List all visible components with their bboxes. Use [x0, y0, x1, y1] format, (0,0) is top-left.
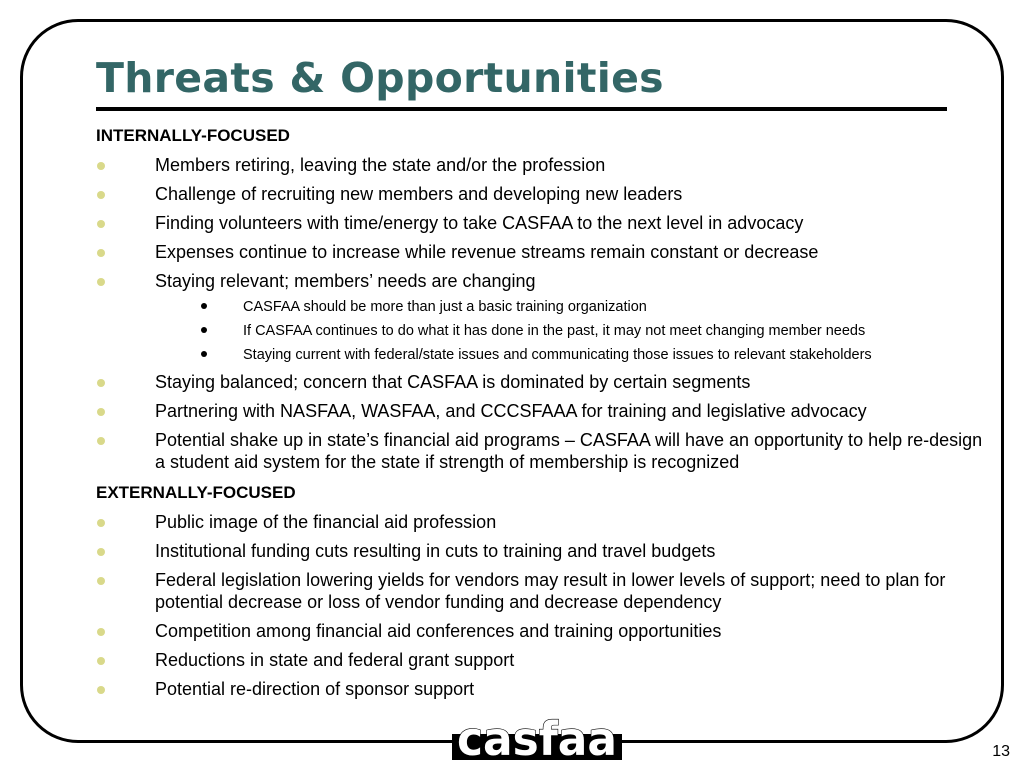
list-item-text: Challenge of recruiting new members and developing new leaders — [155, 184, 683, 204]
bullet-icon — [97, 220, 105, 228]
bullet-icon — [97, 191, 105, 199]
bullet-icon — [97, 379, 105, 387]
list-item-text: Competition among financial aid conferences and training opportunities — [155, 621, 722, 641]
external-list — [96, 511, 996, 700]
list-item — [96, 371, 996, 393]
list-item — [96, 154, 996, 176]
bullet-icon — [97, 519, 105, 527]
sub-list-item-text: CASFAA should be more than just a basic training organization — [243, 299, 647, 315]
logo-text: casfaa — [457, 712, 617, 760]
list-item — [96, 649, 996, 671]
page-number: 13 — [992, 743, 1010, 760]
internal-list — [96, 154, 996, 473]
bullet-icon — [97, 437, 105, 445]
sub-bullet-icon — [201, 303, 207, 309]
list-item — [96, 400, 996, 422]
list-item — [96, 620, 996, 642]
list-item — [96, 241, 996, 263]
sub-list-item-text: If CASFAA continues to do what it has done in the past, it may not meet changing member needs — [243, 323, 866, 339]
bullet-icon — [97, 686, 105, 694]
slide-title: Threats & Opportunities — [96, 54, 664, 102]
list-item — [96, 569, 996, 613]
list-item-text: Institutional funding cuts resulting in cuts to training and travel budgets — [155, 541, 716, 561]
list-item-text: Reductions in state and federal grant support — [155, 650, 515, 670]
list-item — [96, 429, 996, 473]
sub-bullet-icon — [201, 351, 207, 357]
list-item-text: Partnering with NASFAA, WASFAA, and CCCSFAAA for training and legislative advocacy — [155, 401, 867, 421]
bullet-icon — [97, 577, 105, 585]
bullet-icon — [97, 548, 105, 556]
sub-bullet-icon — [201, 327, 207, 333]
list-item-text: Public image of the financial aid profession — [155, 512, 497, 532]
list-item-text: Staying balanced; concern that CASFAA is dominated by certain segments — [155, 372, 751, 392]
list-item — [96, 270, 996, 364]
list-item — [96, 678, 996, 700]
bullet-icon — [97, 657, 105, 665]
internal-heading: INTERNALLY-FOCUSED — [96, 126, 290, 145]
list-item — [96, 511, 996, 533]
list-item — [96, 183, 996, 205]
slide-content — [96, 125, 996, 700]
title-underline — [96, 107, 947, 111]
list-item-text: Potential shake up in state’s financial aid programs – CASFAA will have an opportunity to help re-design a student aid system for the state if strength of membership is recognized — [155, 430, 983, 472]
list-item-text: Expenses continue to increase while revenue streams remain constant or decrease — [155, 242, 819, 262]
list-item-text: Potential re-direction of sponsor support — [155, 679, 475, 699]
external-heading: EXTERNALLY-FOCUSED — [96, 483, 296, 502]
list-item — [96, 212, 996, 234]
list-item-text: Members retiring, leaving the state and/or the profession — [155, 155, 606, 175]
sub-list-item — [155, 322, 996, 340]
list-item-text: Finding volunteers with time/energy to take CASFAA to the next level in advocacy — [155, 213, 804, 233]
sub-list-item — [155, 346, 996, 364]
list-item — [96, 540, 996, 562]
list-item-text: Federal legislation lowering yields for vendors may result in lower levels of support; need to plan for potential decrease or loss of vendor funding and decrease dependency — [155, 570, 946, 612]
sub-list-item — [155, 298, 996, 316]
bullet-icon — [97, 162, 105, 170]
sub-list — [155, 298, 996, 364]
sub-list-item-text: Staying current with federal/state issues and communicating those issues to relevant stakeholders — [243, 347, 872, 363]
bullet-icon — [97, 249, 105, 257]
casfaa-logo — [452, 708, 622, 760]
bullet-icon — [97, 278, 105, 286]
list-item-text: Staying relevant; members’ needs are changing — [155, 271, 536, 291]
bullet-icon — [97, 408, 105, 416]
bullet-icon — [97, 628, 105, 636]
